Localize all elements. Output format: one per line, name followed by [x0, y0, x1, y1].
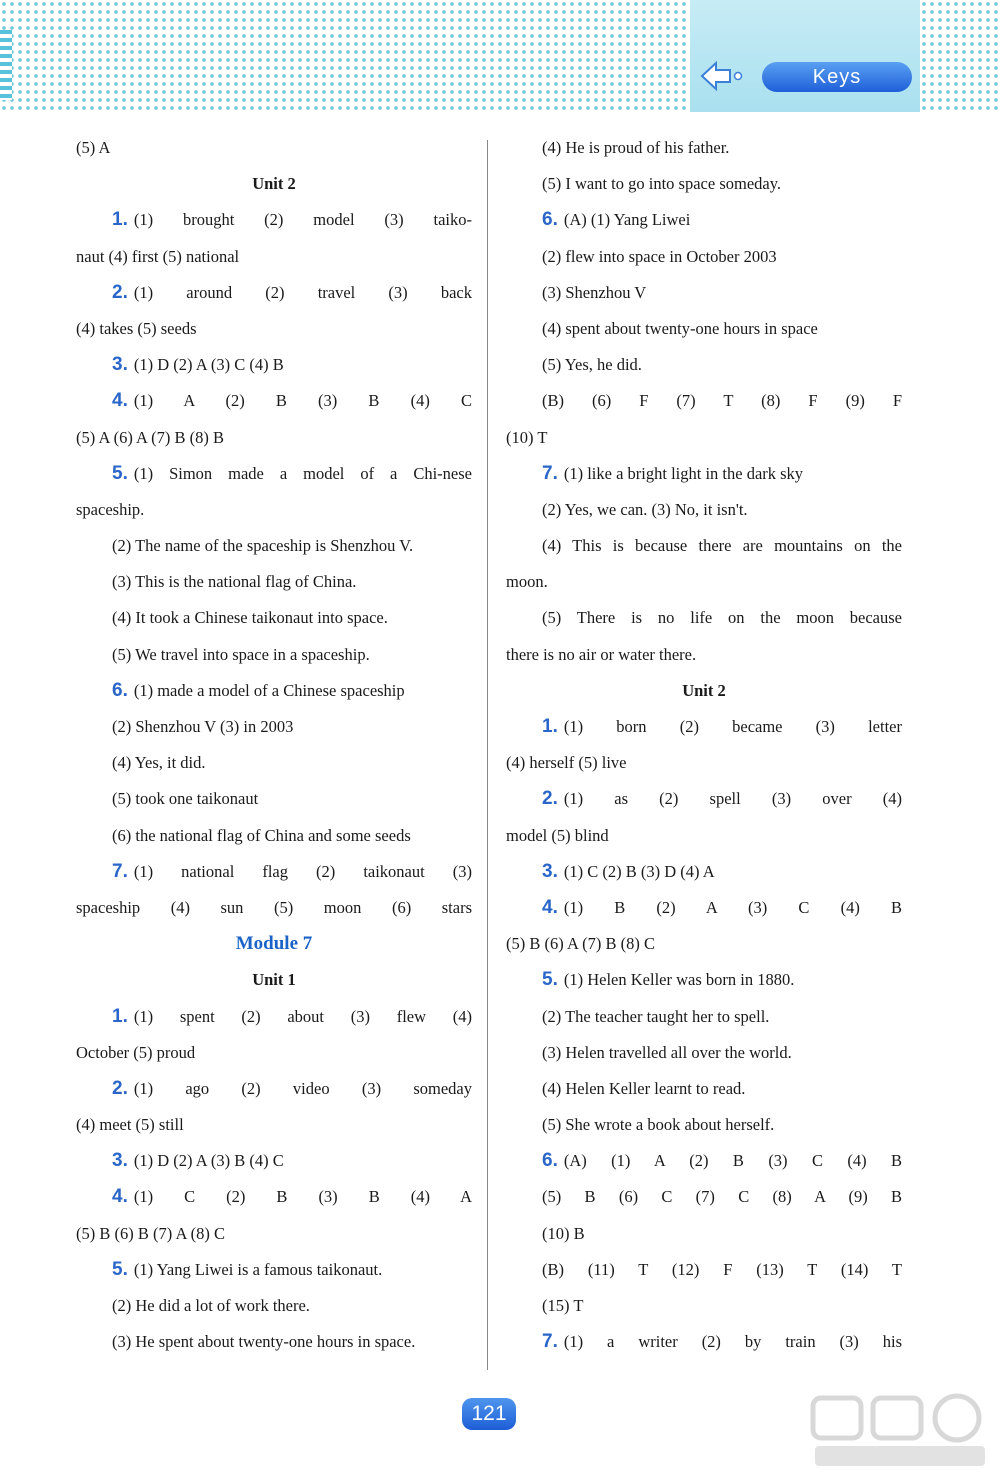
answer-line	[76, 745, 472, 781]
answer-text: (5) B (6) B (7) A (8) C	[76, 1223, 225, 1243]
answer-line	[506, 383, 902, 419]
question-number: 7.	[542, 462, 558, 484]
answer-line	[506, 564, 902, 600]
column-divider	[487, 140, 488, 1370]
answer-text: (5) A	[76, 138, 111, 157]
answer-line	[506, 1179, 902, 1215]
answer-text: there is no air or water there.	[506, 644, 697, 664]
right-column	[506, 130, 902, 1360]
answer-line	[506, 818, 902, 854]
answer-text: (2) He did a lot of work there.	[112, 1296, 310, 1315]
question-number: 7.	[542, 1331, 558, 1353]
answer-text: (5) We travel into space in a spaceship.	[112, 644, 370, 664]
answer-line	[506, 637, 902, 673]
answer-text: (15) T	[542, 1296, 584, 1315]
answer-text: (1) Helen Keller was born in 1880.	[563, 970, 795, 990]
answer-text: (4) meet (5) still	[76, 1115, 184, 1135]
answer-text: (10) T	[506, 427, 548, 447]
question-number: 2.	[112, 281, 128, 303]
answer-text: (3) This is the national flag of China.	[112, 572, 357, 592]
answer-line	[76, 492, 472, 528]
answer-line	[506, 311, 902, 347]
answer-text: (1) a writer (2) by train (3) his	[563, 1332, 902, 1352]
question-number: 1.	[112, 209, 128, 231]
answer-text: (1) C (2) B (3) B (4) A	[133, 1187, 472, 1207]
answer-line	[506, 926, 902, 962]
answer-line	[76, 637, 472, 673]
answer-line	[506, 456, 902, 492]
answer-text: (B) (11) T (12) F (13) T (14) T	[542, 1259, 902, 1279]
answer-line	[76, 420, 472, 456]
answer-line	[506, 962, 902, 998]
answer-text: (1) born (2) became (3) letter	[563, 717, 902, 736]
question-number: 7.	[112, 860, 128, 882]
answer-line	[76, 1035, 472, 1071]
answer-text: October (5) proud	[76, 1042, 196, 1062]
question-number: 2.	[112, 1077, 128, 1099]
answer-line	[76, 1216, 472, 1252]
answer-text: (1) spent (2) about (3) flew (4)	[133, 1006, 472, 1026]
question-number: 4.	[112, 1186, 128, 1208]
answer-text: (A) (1) A (2) B (3) C (4) B	[563, 1151, 902, 1171]
answer-text: (5) I want to go into space someday.	[542, 174, 782, 194]
arrow-left-icon	[700, 60, 744, 92]
answer-line	[506, 528, 902, 564]
answer-line	[76, 383, 472, 419]
answer-text: moon.	[506, 572, 548, 592]
answer-line	[506, 1324, 902, 1360]
answer-line	[506, 1143, 902, 1179]
answer-line	[76, 202, 472, 238]
answer-line	[76, 999, 472, 1035]
answer-line	[76, 528, 472, 564]
answer-text: model (5) blind	[506, 825, 609, 845]
answer-line	[76, 709, 472, 745]
answer-text: (5) B (6) C (7) C (8) A (9) B	[542, 1187, 902, 1207]
answer-line	[76, 1107, 472, 1143]
answer-line	[506, 492, 902, 528]
answer-line	[506, 420, 902, 456]
question-number: 3.	[112, 354, 128, 376]
answer-line	[506, 130, 902, 166]
answer-text: (5) There is no life on the moon because	[542, 608, 902, 628]
question-number: 1.	[542, 716, 558, 737]
answer-line	[506, 854, 902, 890]
header-panel	[690, 0, 920, 112]
answer-text: naut (4) first (5) national	[76, 246, 240, 266]
answer-line	[76, 1252, 472, 1288]
answer-line	[506, 781, 902, 817]
answer-line	[76, 130, 472, 166]
question-number: 3.	[112, 1150, 128, 1172]
question-number: 6.	[542, 1150, 558, 1172]
answer-line	[506, 1216, 902, 1252]
answer-text: (1) as (2) spell (3) over (4)	[563, 789, 902, 809]
answer-line	[76, 818, 472, 854]
answer-text: (4) Helen Keller learnt to read.	[542, 1078, 746, 1098]
answer-line	[506, 166, 902, 202]
answer-text: (1) ago (2) video (3) someday	[133, 1078, 472, 1098]
answer-text: (1) A (2) B (3) B (4) C	[133, 391, 472, 411]
answer-text: (5) B (6) A (7) B (8) C	[506, 934, 655, 954]
answer-text: (5) She wrote a book about herself.	[542, 1115, 775, 1135]
unit-heading: Unit 2	[682, 680, 726, 700]
answer-line	[506, 709, 902, 745]
answer-line	[76, 1324, 472, 1360]
answer-text: (3) He spent about twenty-one hours in space.	[112, 1332, 416, 1352]
answer-line	[76, 1288, 472, 1324]
answer-text: (B) (6) F (7) T (8) F (9) F	[542, 391, 902, 411]
answer-line	[76, 1143, 472, 1179]
header-stripes	[0, 30, 12, 100]
watermark-logo	[805, 1392, 995, 1472]
answer-line	[76, 311, 472, 347]
answer-line	[506, 239, 902, 275]
answer-text: (2) flew into space in October 2003	[542, 246, 777, 266]
answer-text: (A) (1) Yang Liwei	[563, 210, 691, 230]
question-number: 1.	[112, 1005, 128, 1027]
answer-line	[506, 745, 902, 781]
answer-text: (3) Helen travelled all over the world.	[542, 1042, 792, 1062]
answer-line	[76, 347, 472, 383]
answer-line	[506, 999, 902, 1035]
answer-text: (6) the national flag of China and some seeds	[112, 825, 411, 845]
answer-line	[76, 890, 472, 926]
answer-line	[76, 564, 472, 600]
answer-text: (4) spent about twenty-one hours in space	[542, 318, 818, 338]
module-heading: Module 7	[235, 933, 313, 955]
question-number: 5.	[112, 462, 128, 484]
answer-line	[76, 456, 472, 492]
question-number: 4.	[112, 390, 128, 412]
answer-line	[76, 781, 472, 817]
answer-text: (4) He is proud of his father.	[542, 138, 730, 157]
answer-text: (2) Yes, we can. (3) No, it isn't.	[542, 499, 748, 519]
answer-text: (4) takes (5) seeds	[76, 318, 197, 338]
question-number: 4.	[542, 896, 558, 918]
unit-heading: Unit 2	[252, 174, 296, 194]
question-number: 5.	[542, 969, 558, 991]
answer-text: (2) The name of the spaceship is Shenzhou V.	[112, 536, 414, 556]
answer-line	[76, 275, 472, 311]
answer-text: (5) Yes, he did.	[542, 355, 642, 375]
answer-line	[506, 890, 902, 926]
answer-line	[506, 347, 902, 383]
answer-text: (1) Yang Liwei is a famous taikonaut.	[133, 1259, 383, 1279]
answer-text: (1) D (2) A (3) C (4) B	[133, 355, 284, 375]
question-number: 6.	[542, 209, 558, 231]
answer-text: (4) It took a Chinese taikonaut into space.	[112, 608, 388, 628]
answer-text: (2) The teacher taught her to spell.	[542, 1006, 770, 1026]
answer-text: (10) B	[542, 1223, 585, 1243]
answer-line	[506, 202, 902, 238]
answer-text: (4) Yes, it did.	[112, 753, 206, 773]
answer-text: (1) national flag (2) taikonaut (3)	[133, 861, 472, 881]
page-number: 121	[462, 1398, 516, 1430]
answer-text: (2) Shenzhou V (3) in 2003	[112, 717, 294, 736]
answer-text: (1) D (2) A (3) B (4) C	[133, 1151, 284, 1171]
answer-text: (5) took one taikonaut	[112, 789, 259, 809]
answer-line	[76, 673, 472, 709]
answer-text: (1) B (2) A (3) C (4) B	[563, 897, 902, 917]
answer-text: (4) herself (5) live	[506, 753, 627, 773]
answer-line	[506, 1252, 902, 1288]
answer-text: spaceship (4) sun (5) moon (6) stars	[76, 897, 472, 917]
answer-line	[506, 1107, 902, 1143]
answer-line	[506, 1035, 902, 1071]
answer-line	[506, 1288, 902, 1324]
answer-line	[506, 600, 902, 636]
question-number: 3.	[542, 860, 558, 882]
answer-line	[76, 1071, 472, 1107]
answer-text: (1) C (2) B (3) D (4) A	[563, 861, 715, 881]
answer-line	[76, 600, 472, 636]
answer-line	[506, 275, 902, 311]
question-number: 5.	[112, 1258, 128, 1280]
answer-line	[506, 1071, 902, 1107]
answer-text: (1) made a model of a Chinese spaceship	[133, 680, 405, 700]
answer-line	[76, 1179, 472, 1215]
question-number: 6.	[112, 679, 128, 701]
answer-text: (1) around (2) travel (3) back	[133, 282, 472, 302]
unit-heading: Unit 1	[252, 970, 296, 990]
answer-text: spaceship.	[76, 499, 145, 519]
answer-text: (1) like a bright light in the dark sky	[563, 463, 804, 483]
answer-line	[76, 854, 472, 890]
answer-text: (1) Simon made a model of a Chi-nese	[133, 463, 472, 483]
question-number: 2.	[542, 788, 558, 810]
answer-text: (3) Shenzhou V	[542, 282, 647, 302]
answer-text: (4) This is because there are mountains on the	[542, 536, 902, 556]
answer-text: (1) brought (2) model (3) taiko-	[133, 210, 472, 230]
answer-text: (5) A (6) A (7) B (8) B	[76, 427, 225, 447]
left-column	[76, 130, 472, 1360]
keys-label: Keys	[762, 62, 912, 92]
answer-line	[76, 239, 472, 275]
